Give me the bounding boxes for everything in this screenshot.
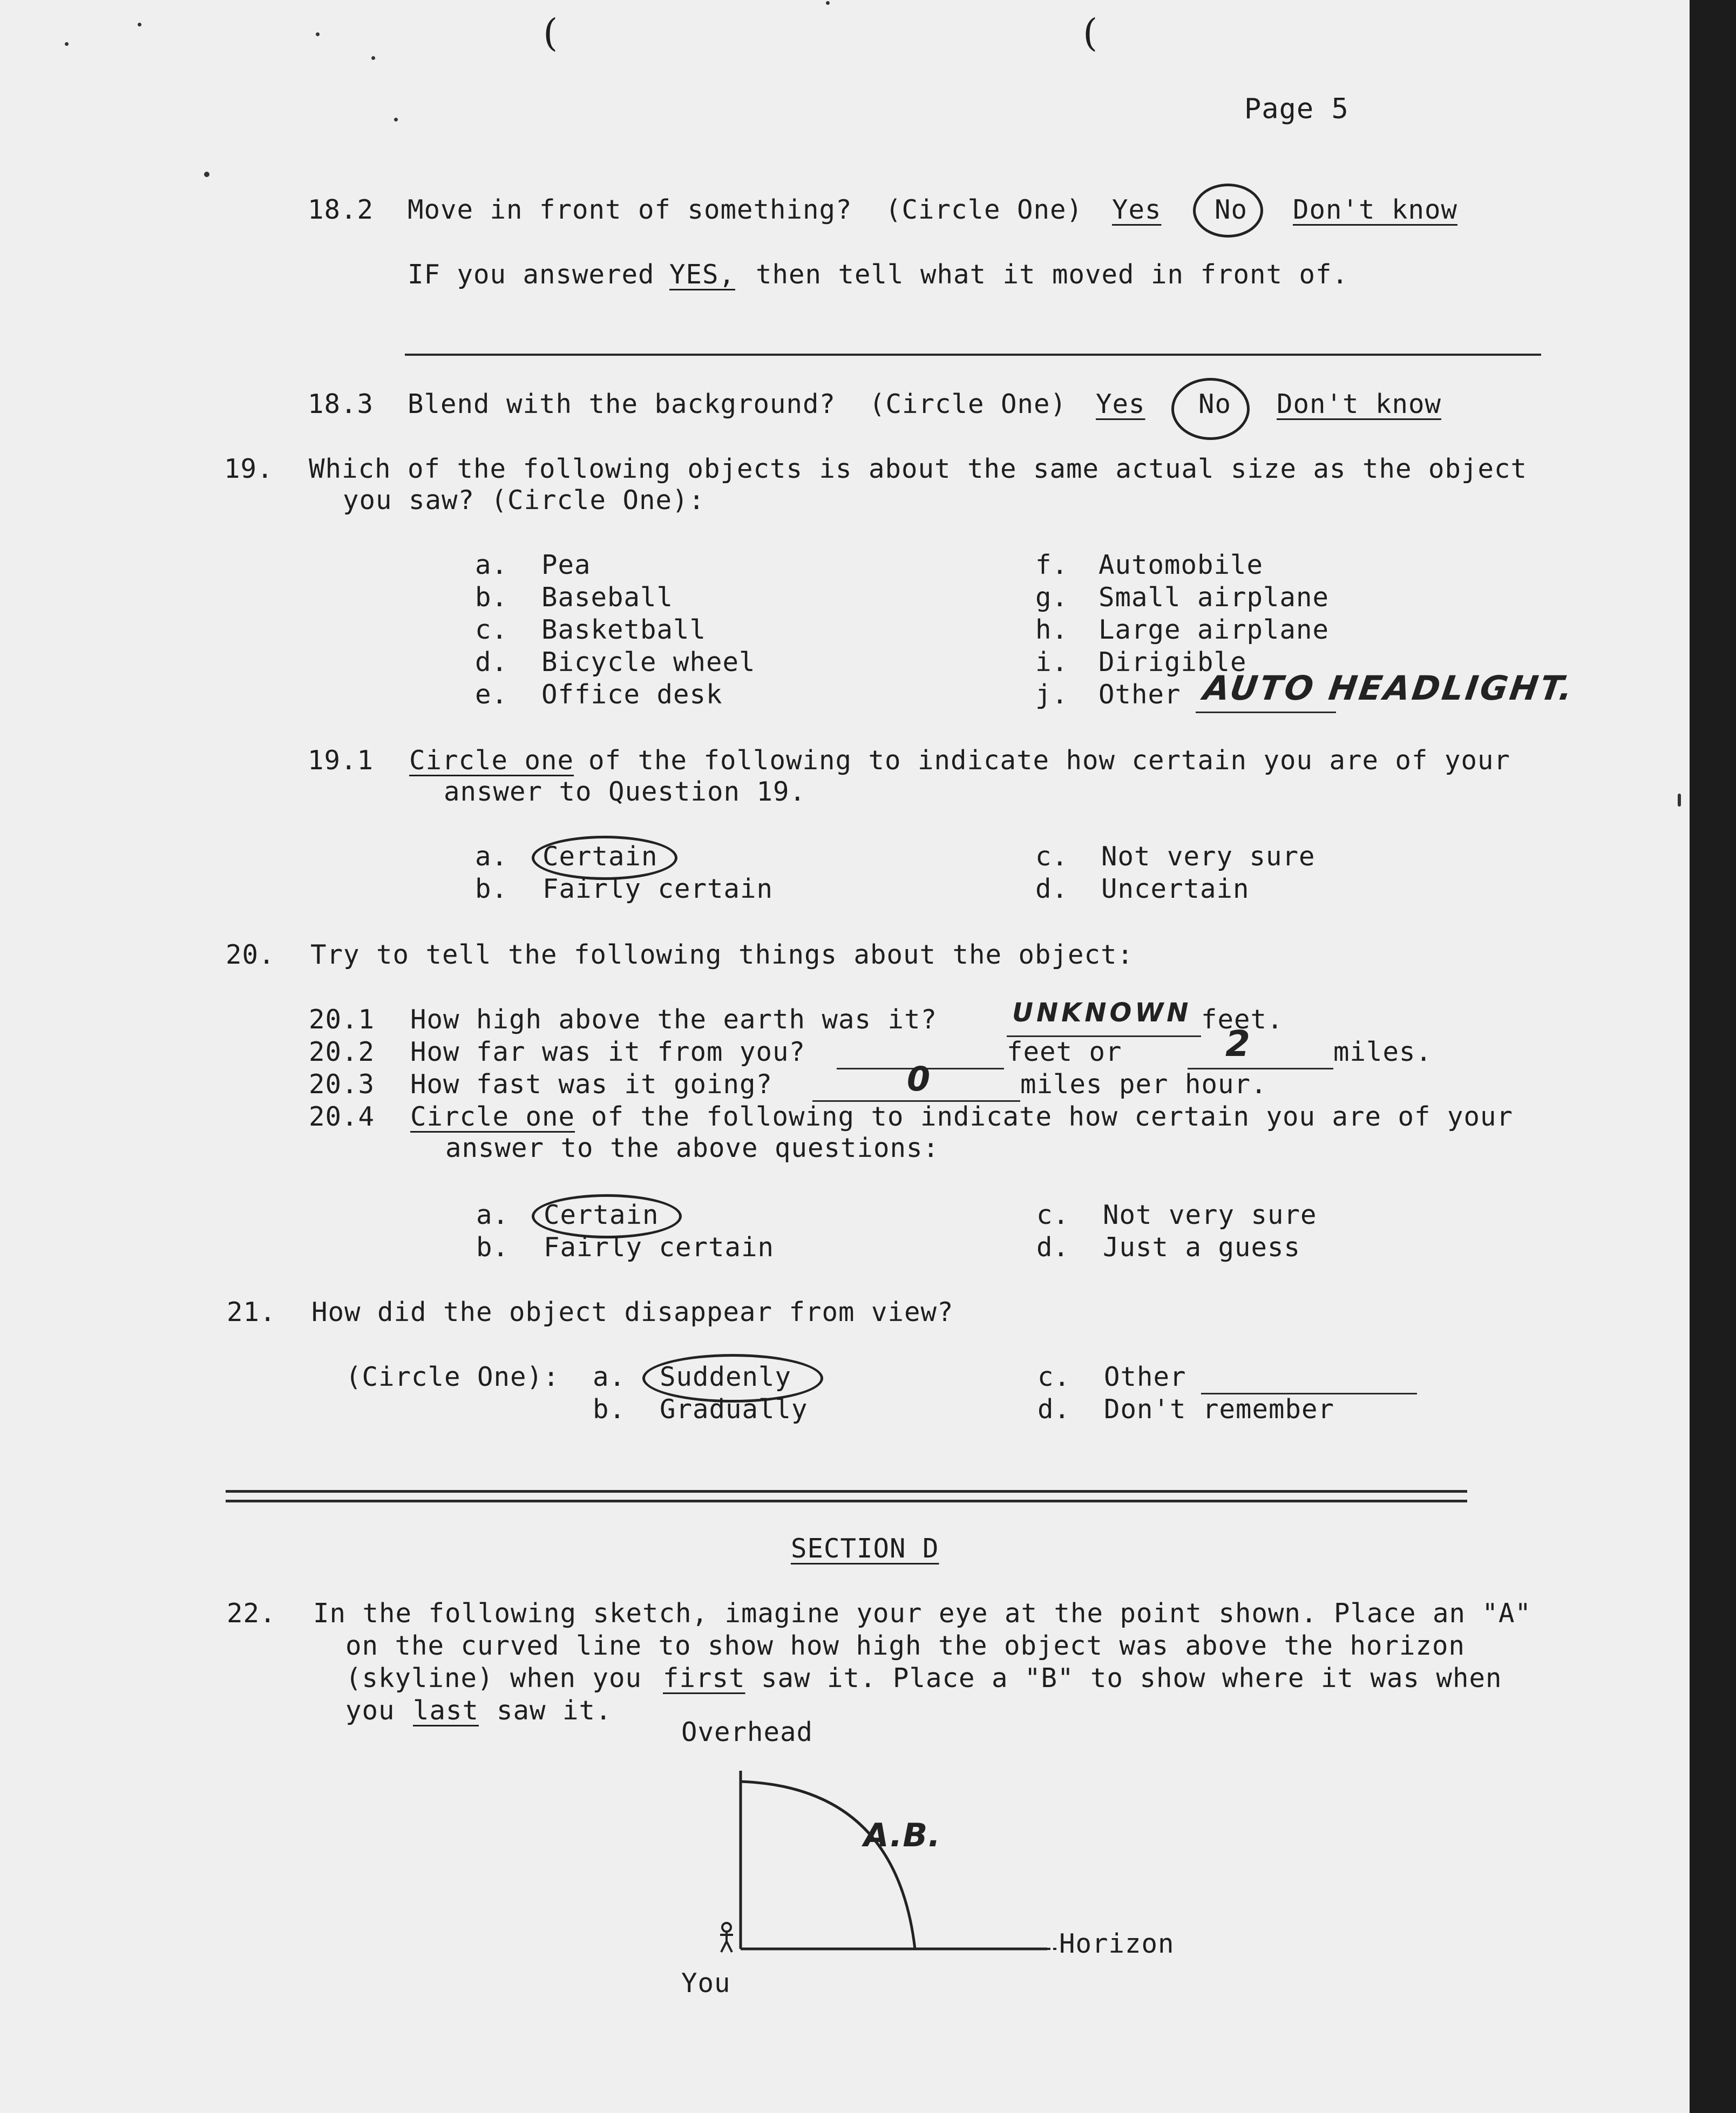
q20-1-text: How high above the earth was it? — [410, 1004, 938, 1035]
q18-3-text: Blend with the background? — [408, 389, 836, 419]
q18-3-instruction: (Circle One) — [869, 389, 1067, 419]
page-number: Page 5 — [1244, 93, 1349, 125]
q21-option-letter: c. — [1037, 1362, 1071, 1392]
section-divider — [226, 1490, 1467, 1493]
film-speck — [1678, 794, 1681, 807]
q18-2-instruction: (Circle One) — [885, 194, 1083, 225]
q19-option-letter: g. — [1035, 582, 1069, 613]
sketch-label-horizon: Horizon — [1059, 1928, 1175, 1959]
q20-3-number: 20.3 — [309, 1069, 375, 1100]
q19-option-pea[interactable]: Pea — [541, 550, 591, 580]
q20-4-line2: answer to the above questions: — [445, 1133, 940, 1163]
q20-1-number: 20.1 — [309, 1004, 375, 1035]
q20-option-not-very-sure[interactable]: Not very sure — [1103, 1200, 1317, 1230]
q19-1-line1: of the following to indicate how certain you are of your — [588, 745, 1511, 776]
stick-figure-icon — [720, 1923, 733, 1952]
q19-option-automobile[interactable]: Automobile — [1098, 550, 1264, 580]
q19-option-large-airplane[interactable]: Large airplane — [1098, 614, 1330, 645]
q19-1-option-fairly-certain[interactable]: Fairly certain — [542, 873, 774, 904]
q22-number: 22. — [227, 1598, 276, 1629]
q20-option-fairly-certain[interactable]: Fairly certain — [544, 1232, 775, 1263]
q19-1-option-letter: b. — [475, 873, 508, 904]
q20-option-letter: b. — [476, 1232, 510, 1263]
q19-other-answer-line — [1196, 712, 1336, 713]
q22-line4-end: saw it. — [497, 1695, 612, 1726]
q21-text: How did the object disappear from view? — [311, 1297, 954, 1328]
q18-3-option-dont-know[interactable]: Don't know — [1277, 389, 1442, 419]
sketch-label-overhead: Overhead — [681, 1717, 813, 1748]
q19-option-letter: j. — [1035, 679, 1069, 710]
q19-option-letter: f. — [1035, 550, 1069, 580]
q20-option-letter: d. — [1036, 1232, 1070, 1263]
q19-1-circle-one: Circle one — [409, 745, 574, 776]
binder-mark: ( — [543, 11, 559, 55]
q20-1-handwritten-answer[interactable]: UNKNOWN — [1012, 998, 1192, 1028]
q22-line4-start: you — [345, 1695, 395, 1726]
q20-2-unit-feet: feet or — [1007, 1037, 1122, 1067]
q20-option-letter: a. — [476, 1200, 510, 1230]
q18-3-number: 18.3 — [308, 389, 374, 419]
q20-1-unit: feet. — [1201, 1004, 1284, 1035]
q18-2-followup-text: then tell what it moved in front of. — [756, 259, 1349, 290]
q19-option-dirigible[interactable]: Dirigible — [1098, 647, 1247, 678]
q18-3-selection-circle — [1171, 378, 1250, 440]
q18-2-answer-line[interactable] — [405, 354, 1541, 356]
q19-1-line2: answer to Question 19. — [444, 776, 806, 807]
q21-option-letter: a. — [593, 1362, 626, 1392]
q20-2-unit-miles: miles. — [1333, 1037, 1433, 1067]
q21-option-suddenly[interactable]: Suddenly — [660, 1362, 792, 1392]
q18-2-option-no[interactable]: No — [1215, 194, 1248, 225]
q22-line3-emphasis: first — [663, 1663, 745, 1694]
q19-option-letter: i. — [1035, 647, 1069, 678]
q19-other-handwritten-answer[interactable]: AUTO HEADLIGHT. — [1201, 668, 1577, 708]
q21-option-gradually[interactable]: Gradually — [660, 1394, 808, 1425]
q22-line2: on the curved line to show how high the object was above the horizon — [345, 1630, 1466, 1661]
q20-3-unit: miles per hour. — [1020, 1069, 1267, 1100]
q19-1-option-not-very-sure[interactable]: Not very sure — [1101, 841, 1315, 872]
film-speck — [316, 32, 320, 36]
section-divider — [226, 1500, 1467, 1502]
q22-line3-start: (skyline) when you — [345, 1663, 642, 1694]
q19-option-other[interactable]: Other — [1098, 679, 1181, 710]
q22-line1: In the following sketch, imagine your eye at the point shown. Place an "A" — [313, 1598, 1532, 1629]
q19-option-letter: h. — [1035, 614, 1069, 645]
q19-number: 19. — [224, 453, 274, 484]
q19-option-letter: b. — [475, 582, 508, 613]
q22-line4-emphasis: last — [413, 1695, 479, 1726]
q20-3-text: How fast was it going? — [410, 1069, 773, 1100]
sketch-sky-arc[interactable] — [741, 1782, 915, 1949]
section-title: SECTION D — [791, 1533, 939, 1564]
q19-line2: you saw? (Circle One): — [343, 485, 706, 516]
q20-3-handwritten-answer[interactable]: 0 — [907, 1059, 931, 1099]
q19-option-letter: a. — [475, 550, 508, 580]
q21-number: 21. — [227, 1297, 276, 1328]
q18-2-number: 18.2 — [308, 194, 374, 225]
q18-3-option-no[interactable]: No — [1198, 389, 1232, 419]
q18-2-option-yes[interactable]: Yes — [1112, 194, 1162, 225]
q19-option-baseball[interactable]: Baseball — [541, 582, 674, 613]
q19-1-option-letter: a. — [475, 841, 508, 872]
q20-2-text: How far was it from you? — [410, 1037, 806, 1067]
q19-option-office-desk[interactable]: Office desk — [541, 679, 723, 710]
q21-option-dont-remember[interactable]: Don't remember — [1104, 1394, 1335, 1425]
q19-line1: Which of the following objects is about the same actual size as the object — [309, 453, 1528, 484]
q21-option-letter: d. — [1037, 1394, 1071, 1425]
sketch-diagram[interactable] — [702, 1755, 1080, 1960]
q20-2-number: 20.2 — [309, 1037, 375, 1067]
q20-text: Try to tell the following things about the object: — [310, 939, 1134, 970]
q18-2-selection-circle — [1193, 184, 1263, 238]
binder-mark: ( — [1083, 11, 1098, 55]
q20-2-handwritten-answer[interactable]: 2 — [1225, 1023, 1251, 1065]
q22-line3-end: saw it. Place a "B" to show where it was when — [761, 1663, 1502, 1694]
q19-option-letter: c. — [475, 614, 508, 645]
q18-2-option-dont-know[interactable]: Don't know — [1293, 194, 1458, 225]
sketch-label-you: You — [681, 1968, 731, 1999]
sketch-handwritten-mark[interactable]: A.B. — [864, 1817, 941, 1854]
film-speck — [138, 23, 141, 26]
q21-option-other[interactable]: Other — [1104, 1362, 1186, 1392]
q19-1-option-letter: d. — [1035, 873, 1069, 904]
q21-option-letter: b. — [593, 1394, 626, 1425]
film-speck — [65, 42, 69, 46]
q19-1-option-uncertain[interactable]: Uncertain — [1101, 873, 1250, 904]
q19-option-basketball[interactable]: Basketball — [541, 614, 707, 645]
q20-option-just-a-guess[interactable]: Just a guess — [1103, 1232, 1301, 1263]
q19-option-bicycle-wheel[interactable]: Bicycle wheel — [541, 647, 756, 678]
q20-4-circle-one: Circle one — [410, 1101, 575, 1132]
film-speck — [204, 172, 209, 177]
q18-2-followup-prefix: IF you answered — [408, 259, 655, 290]
q18-2-text: Move in front of something? — [408, 194, 852, 225]
q19-option-letter: d. — [475, 647, 508, 678]
q18-3-option-yes[interactable]: Yes — [1096, 389, 1145, 419]
q21-instruction: (Circle One): — [345, 1362, 560, 1392]
q19-1-option-letter: c. — [1035, 841, 1069, 872]
q20-option-certain[interactable]: Certain — [544, 1200, 659, 1230]
film-speck — [826, 1, 830, 5]
q19-1-option-certain[interactable]: Certain — [542, 841, 658, 872]
q19-option-letter: e. — [475, 679, 508, 710]
q20-option-letter: c. — [1036, 1200, 1070, 1230]
q19-option-small-airplane[interactable]: Small airplane — [1098, 582, 1330, 613]
film-speck — [394, 118, 398, 121]
q20-4-line1: of the following to indicate how certain you are of your — [591, 1101, 1514, 1132]
q20-4-number: 20.4 — [309, 1101, 375, 1132]
q18-2-followup-yes: YES, — [669, 259, 736, 290]
q20-number: 20. — [226, 939, 275, 970]
q19-1-number: 19.1 — [308, 745, 374, 776]
film-speck — [371, 56, 375, 60]
